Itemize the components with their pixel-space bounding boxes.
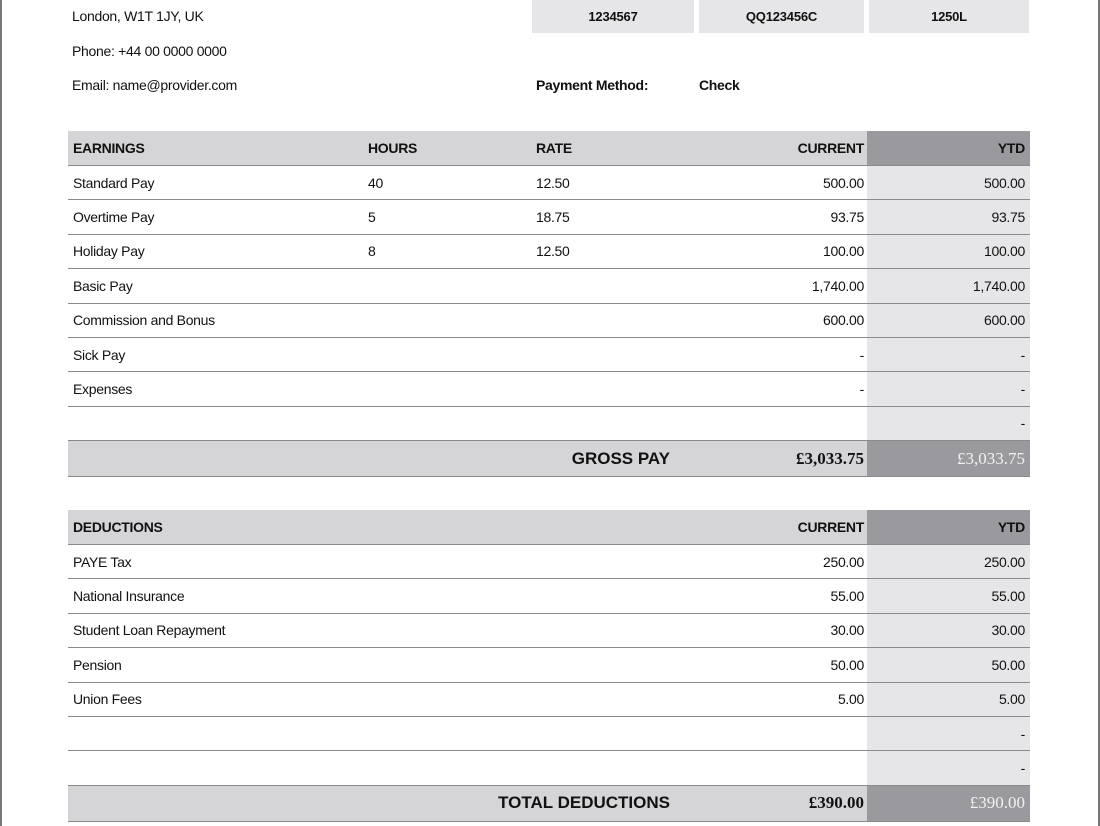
earnings-row bbox=[68, 166, 1030, 200]
row-label: National Insurance bbox=[73, 588, 185, 605]
current-cell: 50.00 bbox=[830, 656, 864, 673]
rate-header: RATE bbox=[536, 140, 572, 156]
current-header: CURRENT bbox=[797, 140, 864, 156]
ytd-cell: 50.00 bbox=[991, 656, 1025, 673]
payment-method-value: Check bbox=[699, 77, 740, 93]
current-cell: 600.00 bbox=[822, 312, 864, 329]
current-cell: 93.75 bbox=[830, 209, 864, 226]
gross-pay-label: GROSS PAY bbox=[571, 448, 670, 468]
row-label: Commission and Bonus bbox=[73, 312, 215, 329]
row-label: Overtime Pay bbox=[73, 209, 155, 226]
earnings-row bbox=[68, 269, 1030, 303]
row-label: Holiday Pay bbox=[73, 243, 145, 260]
earnings-row bbox=[68, 200, 1030, 234]
gross-pay-current: £3,033.75 bbox=[796, 448, 864, 468]
ytd-cell: - bbox=[1020, 725, 1025, 742]
row-label: Student Loan Repayment bbox=[73, 622, 226, 639]
ytd-cell: 1,740.00 bbox=[972, 277, 1025, 294]
ytd-cell: 100.00 bbox=[983, 243, 1025, 260]
ytd-cell: 55.00 bbox=[991, 588, 1025, 605]
earnings-row bbox=[68, 407, 1030, 441]
current-cell: 1,740.00 bbox=[811, 277, 864, 294]
current-header: CURRENT bbox=[797, 519, 864, 535]
earnings-header-row bbox=[68, 131, 1030, 166]
ytd-cell: - bbox=[1020, 760, 1025, 777]
total-deductions-current: £390.00 bbox=[808, 793, 864, 813]
earnings-row bbox=[68, 235, 1030, 269]
row-label: Expenses bbox=[73, 381, 133, 398]
ni-number-value: QQ123456C bbox=[699, 0, 864, 33]
gross-pay-row bbox=[68, 441, 1030, 477]
row-label: Standard Pay bbox=[73, 174, 155, 191]
row-label: Sick Pay bbox=[73, 346, 126, 363]
deductions-row bbox=[68, 751, 1030, 785]
hours-cell: 5 bbox=[368, 209, 376, 226]
ytd-cell: - bbox=[1020, 346, 1025, 363]
row-label: PAYE Tax bbox=[73, 553, 132, 570]
deductions-row bbox=[68, 648, 1030, 682]
current-cell: 55.00 bbox=[830, 588, 864, 605]
earnings-row bbox=[68, 338, 1030, 372]
row-label: Pension bbox=[73, 656, 122, 673]
ytd-header: YTD bbox=[997, 519, 1025, 535]
row-label: Union Fees bbox=[73, 691, 142, 708]
deductions-row bbox=[68, 683, 1030, 717]
employer-phone: Phone: +44 00 0000 0000 bbox=[72, 43, 227, 59]
earnings-row bbox=[68, 372, 1030, 406]
ytd-cell: 93.75 bbox=[991, 209, 1025, 226]
current-cell: 5.00 bbox=[837, 691, 864, 708]
total-deductions-ytd: £390.00 bbox=[969, 793, 1025, 813]
page-border-left bbox=[0, 0, 2, 826]
ytd-cell: - bbox=[1020, 381, 1025, 398]
deductions-row bbox=[68, 717, 1030, 751]
current-cell: 30.00 bbox=[830, 622, 864, 639]
current-cell: - bbox=[859, 346, 864, 363]
current-cell: - bbox=[859, 381, 864, 398]
gross-pay-ytd: £3,033.75 bbox=[957, 448, 1025, 468]
total-deductions-row bbox=[68, 786, 1030, 822]
earnings-row bbox=[68, 304, 1030, 338]
ytd-cell: 30.00 bbox=[991, 622, 1025, 639]
deductions-header-row bbox=[68, 510, 1030, 545]
hours-header: HOURS bbox=[368, 140, 418, 156]
current-cell: 500.00 bbox=[822, 174, 864, 191]
ytd-cell: 600.00 bbox=[983, 312, 1025, 329]
payment-method-label: Payment Method: bbox=[536, 77, 649, 93]
rate-cell: 12.50 bbox=[536, 174, 570, 191]
deductions-row bbox=[68, 614, 1030, 648]
rate-cell: 12.50 bbox=[536, 243, 570, 260]
ytd-cell: - bbox=[1020, 415, 1025, 432]
deductions-row bbox=[68, 545, 1030, 579]
deductions-row bbox=[68, 579, 1030, 613]
total-deductions-label: TOTAL DEDUCTIONS bbox=[498, 793, 670, 813]
row-label: Basic Pay bbox=[73, 277, 133, 294]
employer-address: London, W1T 1JY, UK bbox=[72, 8, 204, 24]
ytd-cell: 5.00 bbox=[998, 691, 1025, 708]
deductions-header-label: DEDUCTIONS bbox=[73, 519, 163, 535]
earnings-header-label: EARNINGS bbox=[73, 140, 145, 156]
current-cell: 100.00 bbox=[822, 243, 864, 260]
rate-cell: 18.75 bbox=[536, 209, 570, 226]
current-cell: 250.00 bbox=[822, 553, 864, 570]
hours-cell: 40 bbox=[368, 174, 383, 191]
employee-id-value: 1234567 bbox=[532, 0, 694, 33]
earnings-table bbox=[68, 131, 1030, 477]
deductions-table bbox=[68, 510, 1030, 822]
hours-cell: 8 bbox=[368, 243, 376, 260]
ytd-header: YTD bbox=[997, 140, 1025, 156]
tax-code-value: 1250L bbox=[869, 0, 1029, 33]
ytd-cell: 500.00 bbox=[983, 174, 1025, 191]
employer-email: Email: name@provider.com bbox=[72, 77, 237, 93]
ytd-cell: 250.00 bbox=[983, 553, 1025, 570]
